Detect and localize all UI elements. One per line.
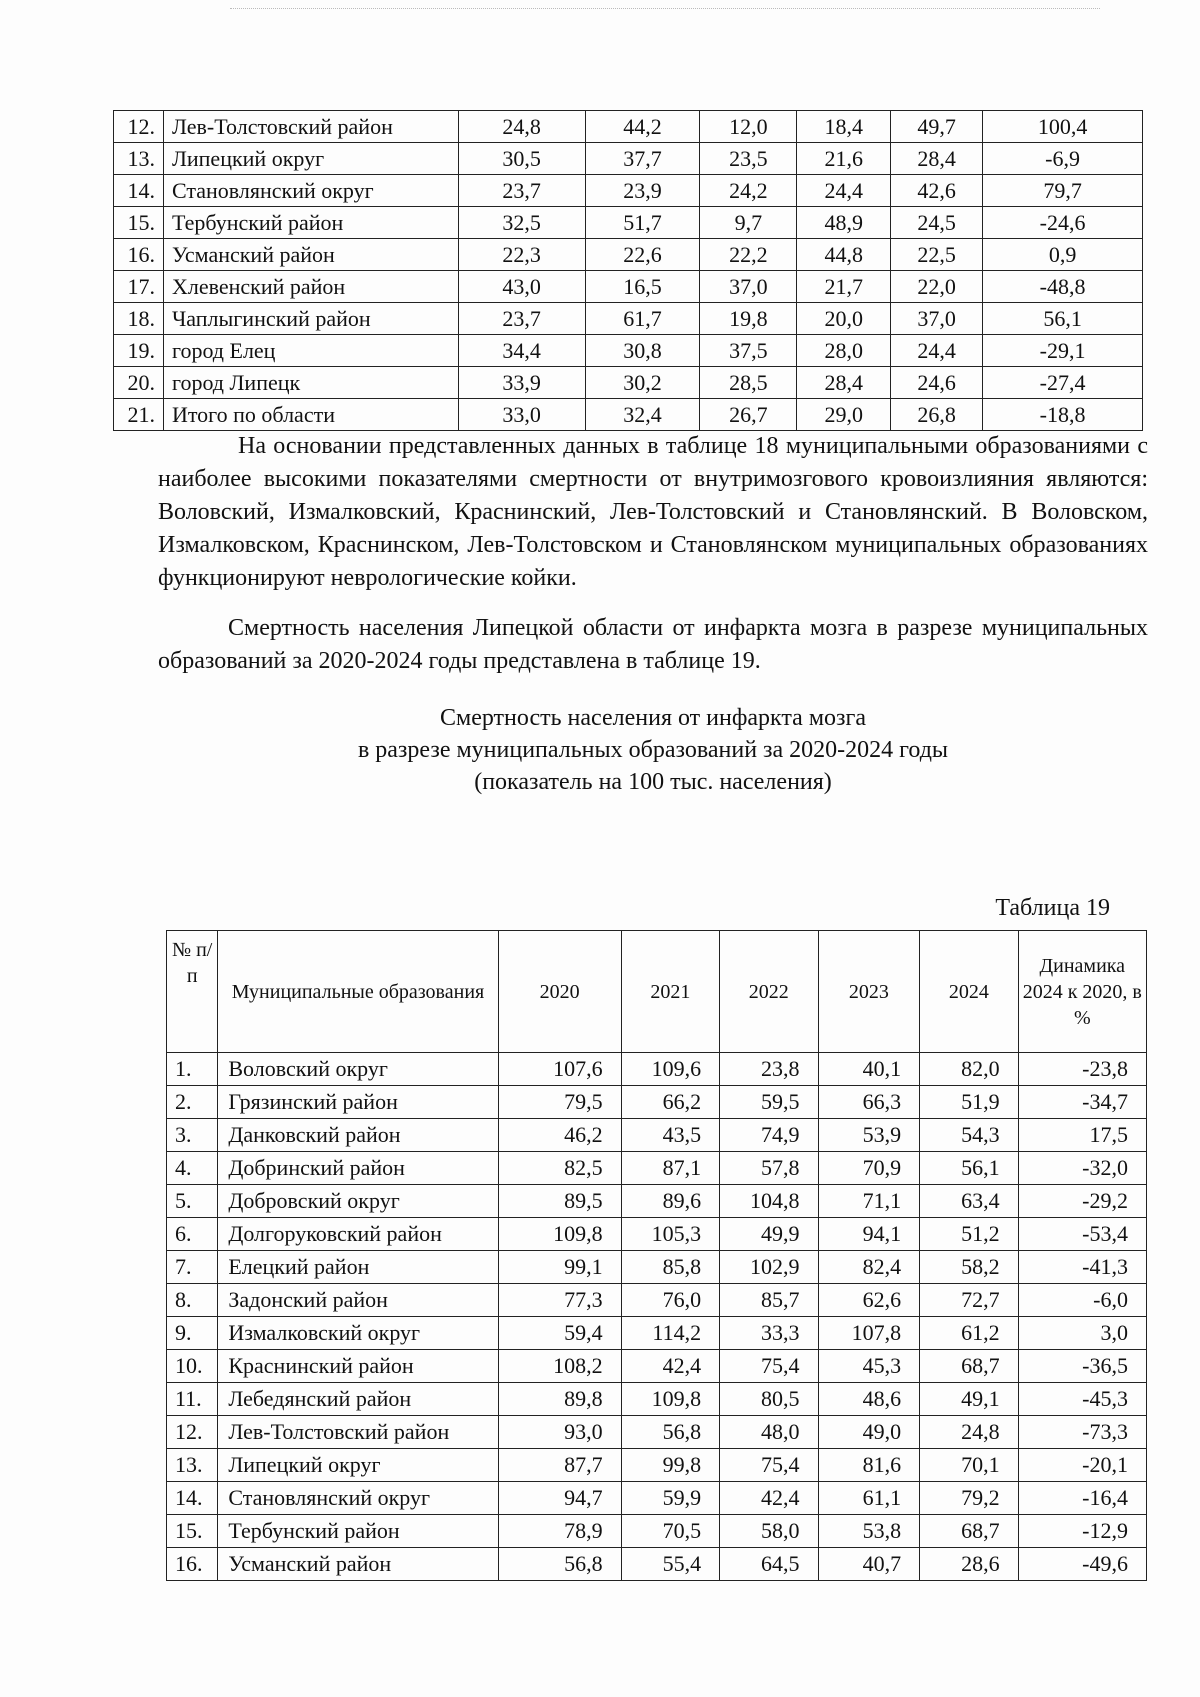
value-cell: 105,3 bbox=[621, 1218, 719, 1251]
value-cell: 37,5 bbox=[700, 335, 797, 367]
value-cell: 29,0 bbox=[797, 399, 891, 431]
value-cell: 108,2 bbox=[498, 1350, 621, 1383]
row-number: 19. bbox=[114, 335, 164, 367]
municipality-name: Воловский округ bbox=[218, 1053, 498, 1086]
municipality-name: город Липецк bbox=[163, 367, 458, 399]
value-cell: 48,9 bbox=[797, 207, 891, 239]
value-cell: -45,3 bbox=[1018, 1383, 1146, 1416]
row-number: 17. bbox=[114, 271, 164, 303]
value-cell: 19,8 bbox=[700, 303, 797, 335]
value-cell: 89,8 bbox=[498, 1383, 621, 1416]
scan-edge-line bbox=[230, 8, 1100, 9]
table-19-body bbox=[167, 1053, 1147, 1581]
table-row bbox=[114, 239, 1143, 271]
municipality-name: Лев-Толстовский район bbox=[218, 1416, 498, 1449]
value-cell: 0,9 bbox=[983, 239, 1143, 271]
municipality-name: Данковский район bbox=[218, 1119, 498, 1152]
value-cell: 55,4 bbox=[621, 1548, 719, 1581]
value-cell: -18,8 bbox=[983, 399, 1143, 431]
value-cell: 24,4 bbox=[797, 175, 891, 207]
value-cell: 44,8 bbox=[797, 239, 891, 271]
row-number: 9. bbox=[167, 1317, 218, 1350]
header-2023: 2023 bbox=[818, 931, 920, 1053]
table-row bbox=[167, 1086, 1147, 1119]
value-cell: 22,5 bbox=[891, 239, 983, 271]
value-cell: 76,0 bbox=[621, 1284, 719, 1317]
value-cell: 28,5 bbox=[700, 367, 797, 399]
value-cell: 58,0 bbox=[720, 1515, 818, 1548]
table-18-body bbox=[114, 111, 1143, 431]
value-cell: 28,0 bbox=[797, 335, 891, 367]
municipality-name: Липецкий округ bbox=[218, 1449, 498, 1482]
municipality-name: Добринский район bbox=[218, 1152, 498, 1185]
municipality-name: Липецкий округ bbox=[163, 143, 458, 175]
value-cell: 30,2 bbox=[585, 367, 700, 399]
value-cell: 72,7 bbox=[920, 1284, 1018, 1317]
value-cell: 9,7 bbox=[700, 207, 797, 239]
paragraph-1-text: На основании представленных данных в таблице 18 муниципальными образованиями с наиболее высокими показателями смертности от внутримозгового кровоизлияния являются: Воловский, Измалковский, Краснинский, Лев-Толстовский и Становлянский. В Воловском, Измалковском, Краснинском, Лев-Толстовском и Становлянском муниципальных образованиях функционируют неврологические койки. bbox=[158, 433, 1148, 591]
value-cell: 17,5 bbox=[1018, 1119, 1146, 1152]
value-cell: -48,8 bbox=[983, 271, 1143, 303]
value-cell: 22,0 bbox=[891, 271, 983, 303]
paragraph-table-19-intro bbox=[158, 612, 1148, 678]
value-cell: 70,9 bbox=[818, 1152, 920, 1185]
header-municipality: Муниципальные образования bbox=[218, 931, 498, 1053]
value-cell: 107,8 bbox=[818, 1317, 920, 1350]
value-cell: 68,7 bbox=[920, 1515, 1018, 1548]
header-dynamics: Динамика 2024 к 2020, в % bbox=[1018, 931, 1146, 1053]
value-cell: 70,1 bbox=[920, 1449, 1018, 1482]
value-cell: 26,8 bbox=[891, 399, 983, 431]
value-cell: 23,5 bbox=[700, 143, 797, 175]
value-cell: 26,7 bbox=[700, 399, 797, 431]
row-number: 14. bbox=[167, 1482, 218, 1515]
value-cell: 48,0 bbox=[720, 1416, 818, 1449]
value-cell: 94,1 bbox=[818, 1218, 920, 1251]
value-cell: 66,3 bbox=[818, 1086, 920, 1119]
value-cell: 79,5 bbox=[498, 1086, 621, 1119]
value-cell: 82,0 bbox=[920, 1053, 1018, 1086]
value-cell: 22,2 bbox=[700, 239, 797, 271]
value-cell: -32,0 bbox=[1018, 1152, 1146, 1185]
value-cell: -23,8 bbox=[1018, 1053, 1146, 1086]
value-cell: 80,5 bbox=[720, 1383, 818, 1416]
municipality-name: Добровский округ bbox=[218, 1185, 498, 1218]
value-cell: 59,4 bbox=[498, 1317, 621, 1350]
municipality-name: Итого по области bbox=[163, 399, 458, 431]
value-cell: 78,9 bbox=[498, 1515, 621, 1548]
table-row bbox=[167, 1383, 1147, 1416]
value-cell: 64,5 bbox=[720, 1548, 818, 1581]
value-cell: 24,4 bbox=[891, 335, 983, 367]
value-cell: 20,0 bbox=[797, 303, 891, 335]
value-cell: 107,6 bbox=[498, 1053, 621, 1086]
value-cell: 79,7 bbox=[983, 175, 1143, 207]
value-cell: 114,2 bbox=[621, 1317, 719, 1350]
row-number: 5. bbox=[167, 1185, 218, 1218]
value-cell: -16,4 bbox=[1018, 1482, 1146, 1515]
row-number: 18. bbox=[114, 303, 164, 335]
value-cell: -24,6 bbox=[983, 207, 1143, 239]
row-number: 6. bbox=[167, 1218, 218, 1251]
table-row bbox=[114, 111, 1143, 143]
value-cell: 16,5 bbox=[585, 271, 700, 303]
value-cell: 30,8 bbox=[585, 335, 700, 367]
header-2020: 2020 bbox=[498, 931, 621, 1053]
table-row bbox=[114, 207, 1143, 239]
value-cell: 56,1 bbox=[920, 1152, 1018, 1185]
row-number: 20. bbox=[114, 367, 164, 399]
value-cell: -41,3 bbox=[1018, 1251, 1146, 1284]
value-cell: 24,6 bbox=[891, 367, 983, 399]
row-number: 8. bbox=[167, 1284, 218, 1317]
value-cell: 100,4 bbox=[983, 111, 1143, 143]
value-cell: -6,9 bbox=[983, 143, 1143, 175]
table-title-line-3: (показатель на 100 тыс. населения) bbox=[474, 769, 832, 795]
value-cell: 87,1 bbox=[621, 1152, 719, 1185]
value-cell: 49,1 bbox=[920, 1383, 1018, 1416]
value-cell: 75,4 bbox=[720, 1350, 818, 1383]
value-cell: 66,2 bbox=[621, 1086, 719, 1119]
value-cell: 94,7 bbox=[498, 1482, 621, 1515]
value-cell: 43,5 bbox=[621, 1119, 719, 1152]
value-cell: 51,2 bbox=[920, 1218, 1018, 1251]
header-2021: 2021 bbox=[621, 931, 719, 1053]
value-cell: 56,8 bbox=[498, 1548, 621, 1581]
municipality-name: Тербунский район bbox=[163, 207, 458, 239]
value-cell: -34,7 bbox=[1018, 1086, 1146, 1119]
value-cell: -49,6 bbox=[1018, 1548, 1146, 1581]
municipality-name: Грязинский район bbox=[218, 1086, 498, 1119]
value-cell: 56,8 bbox=[621, 1416, 719, 1449]
table-row bbox=[167, 1185, 1147, 1218]
value-cell: 49,7 bbox=[891, 111, 983, 143]
value-cell: 61,1 bbox=[818, 1482, 920, 1515]
row-number: 12. bbox=[114, 111, 164, 143]
row-number: 2. bbox=[167, 1086, 218, 1119]
row-number: 10. bbox=[167, 1350, 218, 1383]
row-number: 14. bbox=[114, 175, 164, 207]
table-row bbox=[114, 143, 1143, 175]
value-cell: 99,8 bbox=[621, 1449, 719, 1482]
value-cell: 54,3 bbox=[920, 1119, 1018, 1152]
value-cell: 82,5 bbox=[498, 1152, 621, 1185]
value-cell: 32,4 bbox=[585, 399, 700, 431]
value-cell: 68,7 bbox=[920, 1350, 1018, 1383]
row-number: 15. bbox=[114, 207, 164, 239]
municipality-name: Чаплыгинский район bbox=[163, 303, 458, 335]
value-cell: 42,6 bbox=[891, 175, 983, 207]
value-cell: 34,4 bbox=[458, 335, 585, 367]
value-cell: 23,7 bbox=[458, 175, 585, 207]
value-cell: 42,4 bbox=[720, 1482, 818, 1515]
municipality-name: Долгоруковский район bbox=[218, 1218, 498, 1251]
header-2024: 2024 bbox=[920, 931, 1018, 1053]
value-cell: 22,6 bbox=[585, 239, 700, 271]
table-19-header bbox=[167, 931, 1147, 1053]
value-cell: 53,8 bbox=[818, 1515, 920, 1548]
row-number: 16. bbox=[114, 239, 164, 271]
municipality-name: Лев-Толстовский район bbox=[163, 111, 458, 143]
value-cell: 24,8 bbox=[458, 111, 585, 143]
value-cell: 104,8 bbox=[720, 1185, 818, 1218]
value-cell: 28,4 bbox=[797, 367, 891, 399]
municipality-name: Задонский район bbox=[218, 1284, 498, 1317]
value-cell: 74,9 bbox=[720, 1119, 818, 1152]
municipality-name: Становлянский округ bbox=[163, 175, 458, 207]
value-cell: 109,8 bbox=[498, 1218, 621, 1251]
municipality-name: Усманский район bbox=[218, 1548, 498, 1581]
table-row bbox=[167, 1284, 1147, 1317]
paragraph-intracerebral-summary bbox=[158, 430, 1148, 595]
value-cell: 57,8 bbox=[720, 1152, 818, 1185]
table-row bbox=[114, 175, 1143, 207]
value-cell: 24,2 bbox=[700, 175, 797, 207]
value-cell: 53,9 bbox=[818, 1119, 920, 1152]
row-number: 13. bbox=[114, 143, 164, 175]
value-cell: 75,4 bbox=[720, 1449, 818, 1482]
value-cell: 48,6 bbox=[818, 1383, 920, 1416]
value-cell: -53,4 bbox=[1018, 1218, 1146, 1251]
value-cell: -29,1 bbox=[983, 335, 1143, 367]
value-cell: 30,5 bbox=[458, 143, 585, 175]
header-2022: 2022 bbox=[720, 931, 818, 1053]
value-cell: 37,0 bbox=[891, 303, 983, 335]
value-cell: 51,9 bbox=[920, 1086, 1018, 1119]
value-cell: 87,7 bbox=[498, 1449, 621, 1482]
table-number-label: Таблица 19 bbox=[995, 895, 1110, 921]
value-cell: 82,4 bbox=[818, 1251, 920, 1284]
value-cell: 61,7 bbox=[585, 303, 700, 335]
value-cell: 37,7 bbox=[585, 143, 700, 175]
table-row bbox=[167, 1449, 1147, 1482]
value-cell: 46,2 bbox=[498, 1119, 621, 1152]
municipality-name: Становлянский округ bbox=[218, 1482, 498, 1515]
value-cell: 42,4 bbox=[621, 1350, 719, 1383]
table-row bbox=[114, 399, 1143, 431]
value-cell: -73,3 bbox=[1018, 1416, 1146, 1449]
value-cell: 81,6 bbox=[818, 1449, 920, 1482]
row-number: 1. bbox=[167, 1053, 218, 1086]
municipality-name: Краснинский район bbox=[218, 1350, 498, 1383]
municipality-name: Тербунский район bbox=[218, 1515, 498, 1548]
value-cell: 56,1 bbox=[983, 303, 1143, 335]
value-cell: -36,5 bbox=[1018, 1350, 1146, 1383]
value-cell: -20,1 bbox=[1018, 1449, 1146, 1482]
table-row bbox=[114, 271, 1143, 303]
value-cell: 49,0 bbox=[818, 1416, 920, 1449]
value-cell: 37,0 bbox=[700, 271, 797, 303]
value-cell: 89,6 bbox=[621, 1185, 719, 1218]
municipality-name: Усманский район bbox=[163, 239, 458, 271]
value-cell: 63,4 bbox=[920, 1185, 1018, 1218]
value-cell: -6,0 bbox=[1018, 1284, 1146, 1317]
value-cell: 61,2 bbox=[920, 1317, 1018, 1350]
value-cell: 99,1 bbox=[498, 1251, 621, 1284]
value-cell: 40,7 bbox=[818, 1548, 920, 1581]
value-cell: 59,9 bbox=[621, 1482, 719, 1515]
table-row bbox=[167, 1251, 1147, 1284]
value-cell: -27,4 bbox=[983, 367, 1143, 399]
value-cell: 89,5 bbox=[498, 1185, 621, 1218]
row-number: 3. bbox=[167, 1119, 218, 1152]
row-number: 12. bbox=[167, 1416, 218, 1449]
value-cell: 21,7 bbox=[797, 271, 891, 303]
table-row bbox=[167, 1482, 1147, 1515]
table-row bbox=[167, 1515, 1147, 1548]
value-cell: 93,0 bbox=[498, 1416, 621, 1449]
table-19-title bbox=[158, 702, 1148, 798]
value-cell: -29,2 bbox=[1018, 1185, 1146, 1218]
value-cell: 70,5 bbox=[621, 1515, 719, 1548]
municipality-name: город Елец bbox=[163, 335, 458, 367]
table-row bbox=[167, 1317, 1147, 1350]
table-19 bbox=[166, 930, 1147, 1581]
value-cell: 40,1 bbox=[818, 1053, 920, 1086]
value-cell: 3,0 bbox=[1018, 1317, 1146, 1350]
table-row bbox=[114, 303, 1143, 335]
value-cell: 109,8 bbox=[621, 1383, 719, 1416]
row-number: 11. bbox=[167, 1383, 218, 1416]
value-cell: 23,8 bbox=[720, 1053, 818, 1086]
value-cell: 109,6 bbox=[621, 1053, 719, 1086]
paragraph-2-text: Смертность населения Липецкой области от инфаркта мозга в разрезе муниципальных образований за 2020-2024 годы представлена в таблице 19. bbox=[158, 615, 1148, 674]
table-title-line-1: Смертность населения от инфаркта мозга bbox=[440, 705, 866, 731]
value-cell: 59,5 bbox=[720, 1086, 818, 1119]
value-cell: 24,8 bbox=[920, 1416, 1018, 1449]
table-row bbox=[167, 1152, 1147, 1185]
value-cell: 51,7 bbox=[585, 207, 700, 239]
table-row bbox=[167, 1119, 1147, 1152]
value-cell: 79,2 bbox=[920, 1482, 1018, 1515]
table-title-line-2: в разрезе муниципальных образований за 2020-2024 годы bbox=[357, 737, 949, 763]
municipality-name: Измалковский округ bbox=[218, 1317, 498, 1350]
table-row bbox=[167, 1053, 1147, 1086]
value-cell: 12,0 bbox=[700, 111, 797, 143]
table-row bbox=[167, 1416, 1147, 1449]
value-cell: 23,7 bbox=[458, 303, 585, 335]
value-cell: 33,0 bbox=[458, 399, 585, 431]
row-number: 21. bbox=[114, 399, 164, 431]
row-number: 4. bbox=[167, 1152, 218, 1185]
value-cell: 23,9 bbox=[585, 175, 700, 207]
value-cell: 22,3 bbox=[458, 239, 585, 271]
value-cell: 28,4 bbox=[891, 143, 983, 175]
value-cell: 21,6 bbox=[797, 143, 891, 175]
value-cell: 18,4 bbox=[797, 111, 891, 143]
header-no: № п/п bbox=[167, 931, 218, 1053]
value-cell: 102,9 bbox=[720, 1251, 818, 1284]
table-18-continuation bbox=[113, 110, 1143, 431]
value-cell: 58,2 bbox=[920, 1251, 1018, 1284]
row-number: 16. bbox=[167, 1548, 218, 1581]
table-row bbox=[167, 1218, 1147, 1251]
value-cell: 85,8 bbox=[621, 1251, 719, 1284]
municipality-name: Лебедянский район bbox=[218, 1383, 498, 1416]
value-cell: 71,1 bbox=[818, 1185, 920, 1218]
row-number: 15. bbox=[167, 1515, 218, 1548]
municipality-name: Елецкий район bbox=[218, 1251, 498, 1284]
value-cell: 49,9 bbox=[720, 1218, 818, 1251]
table-row bbox=[167, 1350, 1147, 1383]
value-cell: -12,9 bbox=[1018, 1515, 1146, 1548]
value-cell: 43,0 bbox=[458, 271, 585, 303]
row-number: 7. bbox=[167, 1251, 218, 1284]
value-cell: 62,6 bbox=[818, 1284, 920, 1317]
value-cell: 45,3 bbox=[818, 1350, 920, 1383]
table-row bbox=[114, 335, 1143, 367]
value-cell: 33,9 bbox=[458, 367, 585, 399]
value-cell: 28,6 bbox=[920, 1548, 1018, 1581]
value-cell: 77,3 bbox=[498, 1284, 621, 1317]
value-cell: 32,5 bbox=[458, 207, 585, 239]
row-number: 13. bbox=[167, 1449, 218, 1482]
value-cell: 85,7 bbox=[720, 1284, 818, 1317]
municipality-name: Хлевенский район bbox=[163, 271, 458, 303]
value-cell: 33,3 bbox=[720, 1317, 818, 1350]
table-row bbox=[167, 1548, 1147, 1581]
value-cell: 24,5 bbox=[891, 207, 983, 239]
value-cell: 44,2 bbox=[585, 111, 700, 143]
table-row bbox=[114, 367, 1143, 399]
